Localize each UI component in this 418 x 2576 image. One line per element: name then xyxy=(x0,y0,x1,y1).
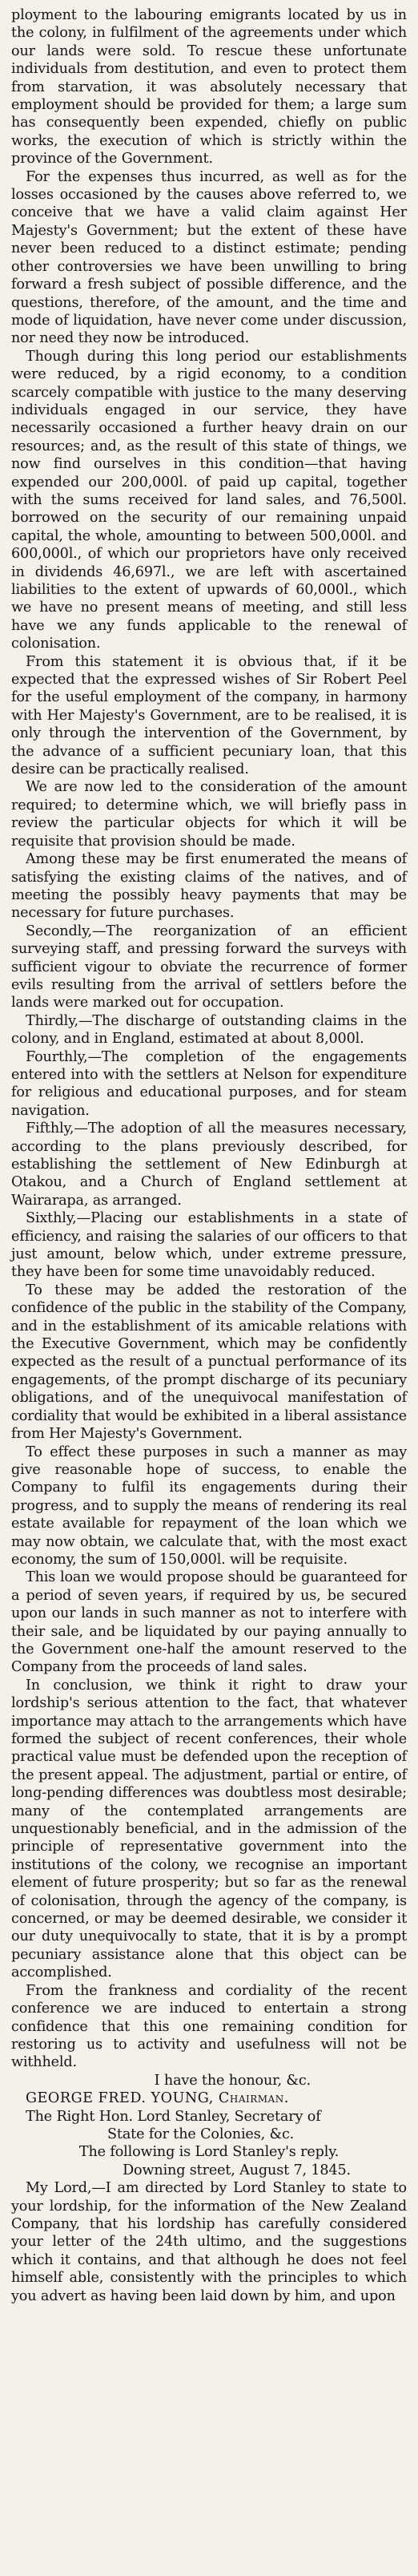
paragraph: Among these may be first enumerated the means of satisfying the existing claims of the natives, and of meeting the possibly heavy payments that may be necessary for future purchases. xyxy=(11,851,407,922)
paragraph: Fifthly,—The adoption of all the measures necessary, according to the plans previously described, for establishing the settlement of New Edinburgh at Otakou, and a Church of England settlement at Wairarapa, as arranged. xyxy=(11,1120,407,1209)
article-column xyxy=(11,6,407,2305)
closing-line: I have the honour, &c. xyxy=(154,2072,311,2089)
paragraph: To effect these purposes in such a manner as may give reasonable hope of success, to enable the Company to fulfil its engagements during their progress, and to supply the means of rendering its real estate available for repayment of the loan which we may now obtain, we calculate that, with the most exact economy, the sum of 150,000l. will be requisite. xyxy=(11,1443,407,1568)
paragraph: This loan we would propose should be guaranteed for a period of seven years, if required by us, be secured upon our lands in such manner as not to interfere with their sale, and be liquidated by our paying annually to the Government one-half the amount reserved to the Company from the proceeds of land sales. xyxy=(11,1569,407,1676)
paragraph: Secondly,—The reorganization of an efficient surveying staff, and pressing forward the surveys with sufficient vigour to obviate the recurrence of former evils resulting from the arrival of settlers before the lands were marked out for occupation. xyxy=(11,923,407,1011)
paragraph: Though during this long period our establishments were reduced, by a rigid economy, to a condition scarcely compatible with justice to the many deserving individuals engaged in our service, they have necessarily occasioned a further heavy drain on our resources; and, as the result of this state of things, we now find ourselves in this condition—that having expended our 200,000l. of paid up capital, together with the sums received for land sales, and 76,500l. borrowed on the security of our remaining unpaid capital, the whole, amounting to between 500,000l. and 600,000l., of which our proprietors have only received in dividends 46,697l., we are left with ascertained liabilities to the extent of upwards of 60,000l., which we have no present means of meeting, and still less have we any funds applicable to the renewal of colonisation. xyxy=(11,348,407,652)
reply-paragraph: My Lord,—I am directed by Lord Stanley to state to your lordship, for the information of the New Zealand Company, that his lordship has carefully considered your letter of the 24th ultimo, and the suggestions which it contains, and that although he does not feel himself able, consistently with the principles to which you advert as having been laid down by him, and upon xyxy=(11,2180,407,2304)
addressee-line: State for the Colonies, &c. xyxy=(107,2126,295,2142)
reply-heading: The following is Lord Stanley's reply. xyxy=(78,2144,340,2161)
paragraph: Sixthly,—Placing our establishments in a state of efficiency, and raising the salaries of our officers to that just amount, below which, under extreme pressure, they have been for some time unavoidably reduced. xyxy=(11,1210,407,1281)
paragraph: Fourthly,—The completion of the engagements entered into with the settlers at Nelson for expenditure for religious and educational purposes, and for steam navigation. xyxy=(11,1048,407,1119)
paragraph: ployment to the labouring emigrants located by us in the colony, in fulfilment of the agreements under which our lands were sold. To rescue these unfortunate individuals from destitution, and even to protect them from starvation, it was absolutely necessary that employment should be provided for them; a large sum has consequently been expended, chiefly on public works, the execution of which is strictly within the province of the Government. xyxy=(11,7,407,168)
signature: GEORGE FRED. YOUNG, Chairman. xyxy=(26,2090,289,2107)
paragraph: To these may be added the restoration of the confidence of the public in the stability of the Company, and in the establishment of its amicable relations with the Executive Government, which may be confidently expected as the result of a punctual performance of its engagements, of the prompt discharge of its pecuniary obligations, and of the unequivocal manifestation of cordiality that would be exhibited in a liberal assistance from Her Majesty's Government. xyxy=(11,1282,407,1443)
dateline: Downing street, August 7, 1845. xyxy=(123,2162,351,2178)
paragraph: From this statement it is obvious that, if it be expected that the expressed wishes of Sir Robert Peel for the useful employment of the company, in harmony with Her Majesty's Government, are to be realised, it is only through the intervention of the Government, by the advance of a sufficient pecuniary loan, that this desire can be practically realised. xyxy=(11,653,407,778)
addressee-line: The Right Hon. Lord Stanley, Secretary of xyxy=(26,2108,321,2125)
paragraph: Thirdly,—The discharge of outstanding claims in the colony, and in England, estimated at about 8,000l. xyxy=(11,1012,407,1048)
paragraph: From the frankness and cordiality of the recent conference we are induced to entertain a strong confidence that this one remaining condition for restoring us to activity and usefulness will not be withheld. xyxy=(11,1982,407,2071)
paragraph: For the expenses thus incurred, as well as for the losses occasioned by the causes above referred to, we conceive that we have a valid claim against Her Majesty's Government; but the extent of these have never been reduced to a distinct estimate; pending other controversies we have been unwilling to bring forward a fresh subject of possible difference, and the questions, therefore, of the amount, and the time and mode of liquidation, have never come under discussion, nor need they now be introduced. xyxy=(11,168,407,347)
paragraph: We are now led to the consideration of the amount required; to determine which, we will briefly pass in review the particular objects for which it will be requisite that provision should be made. xyxy=(11,779,407,850)
paragraph: In conclusion, we think it right to draw your lordship's serious attention to the fact, that whatever importance may attach to the arrangements which have formed the subject of recent conferences, their whole practical value must be defended upon the reception of the present appeal. The adjustment, partial or entire, of long-pending differences was doubtless most desirable; many of the contemplated arrangements are unquestionably beneficial, and in the admission of the principle of representative government into the institutions of the colony, we recognise an important element of future prosperity; but so far as the renewal of colonisation, through the agency of the company, is concerned, or may be deemed desirable, we consider it our duty unequivocally to state, that it is by a prompt pecuniary assistance alone that this object can be accomplished. xyxy=(11,1677,407,1981)
